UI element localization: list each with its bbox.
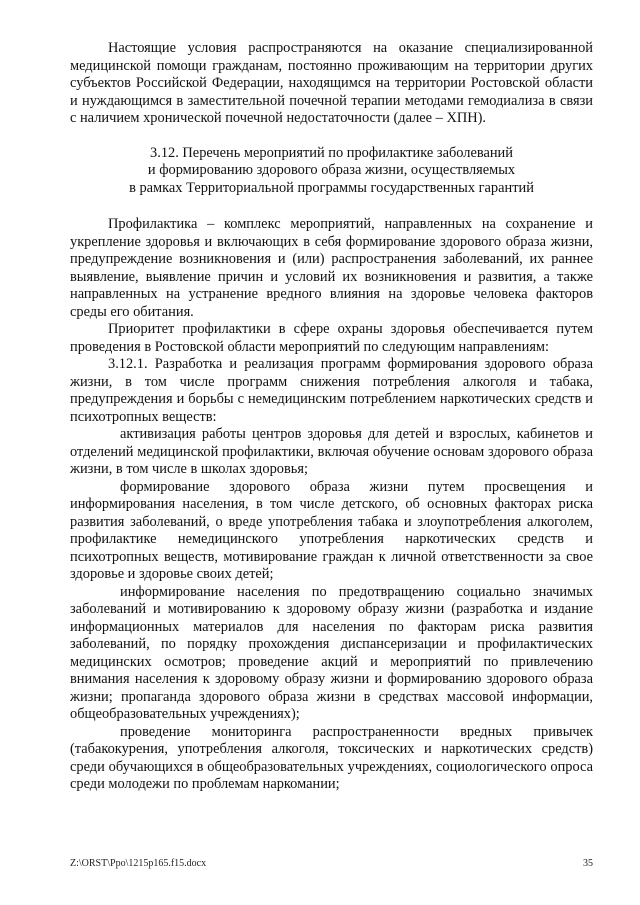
- intro-paragraph: Настоящие условия распространяются на оказание специализированной медицинской помощи гражданам, постоянно проживающим на территории других субъектов Российской Федерации, находящимся на территории Ростовской области и нуждающимся в заместительной почечной терапии методами гемодиализа в связи с наличием хронической почечной недостаточности (далее – ХПН).: [70, 40, 593, 126]
- page-number: 35: [583, 858, 593, 869]
- list-item-health-centers: активизация работы центров здоровья для детей и взрослых, кабинетов и отделений медицинской профилактики, включая обучение основам здорового образа жизни, в том числе в школах здоровья;: [70, 426, 593, 477]
- paragraph-prevention-definition: Профилактика – комплекс мероприятий, направленных на сохранение и укрепление здоровья и включающих в себя формирование здорового образа жизни, предупреждение возникновения и (или) распространения заболеваний, их раннее выявление, выявление причин и условий их возникновения и развития, а также направленных на устранение вредного влияния на здоровье человека факторов среды его обитания.: [70, 216, 593, 320]
- heading-line-3: в рамках Территориальной программы государственных гарантий: [129, 179, 534, 196]
- heading-line-1: 3.12. Перечень мероприятий по профилактике заболеваний: [150, 144, 513, 161]
- heading-line-2: и формированию здорового образа жизни, осуществляемых: [147, 162, 516, 178]
- paragraph-3-12-1: 3.12.1. Разработка и реализация программ формирования здорового образа жизни, в том числе программ снижения потребления алкоголя и табака, предупреждения и борьбы с немедицинским потреблением наркотических средств и психотропных веществ:: [70, 356, 593, 425]
- file-path: Z:\ORST\Ppo\1215p165.f15.docx: [70, 858, 207, 869]
- section-heading: [70, 145, 593, 198]
- paragraph-priority: Приоритет профилактики в сфере охраны здоровья обеспечивается путем проведения в Ростовской области мероприятий по следующим направлениям:: [70, 321, 593, 355]
- list-item-monitoring: проведение мониторинга распространенности вредных привычек (табакокурения, употребления алкоголя, токсических и наркотических средств) среди обучающихся в общеобразовательных учреждениях, социологического опроса среди молодежи по проблемам наркомании;: [70, 723, 593, 792]
- list-item-informing: информирование населения по предотвращению социально значимых заболеваний и мотивированию к здоровому образу жизни (разработка и издание информационных материалов для населения по факторам риска развития заболеваний, по порядку прохождения диспансеризации и профилактических медицинских осмотров; проведение акций и мероприятий по привлечению внимания населения к здоровому образу жизни и формированию здорового образа жизни; пропаганда здорового образа жизни в средствах массовой информации, общеобразовательных учреждениях);: [70, 583, 593, 722]
- list-item-healthy-lifestyle: формирование здорового образа жизни путем просвещения и информирования населения, в том числе детского, об основных факторах риска развития заболеваний, о вреде употребления табака и злоупотребления алкоголем, профилактике немедицинского употребления наркотических средств и психотропных веществ, мотивирование граждан к личной ответственности за свое здоровье и здоровье своих детей;: [70, 478, 593, 582]
- page-content: [70, 40, 593, 794]
